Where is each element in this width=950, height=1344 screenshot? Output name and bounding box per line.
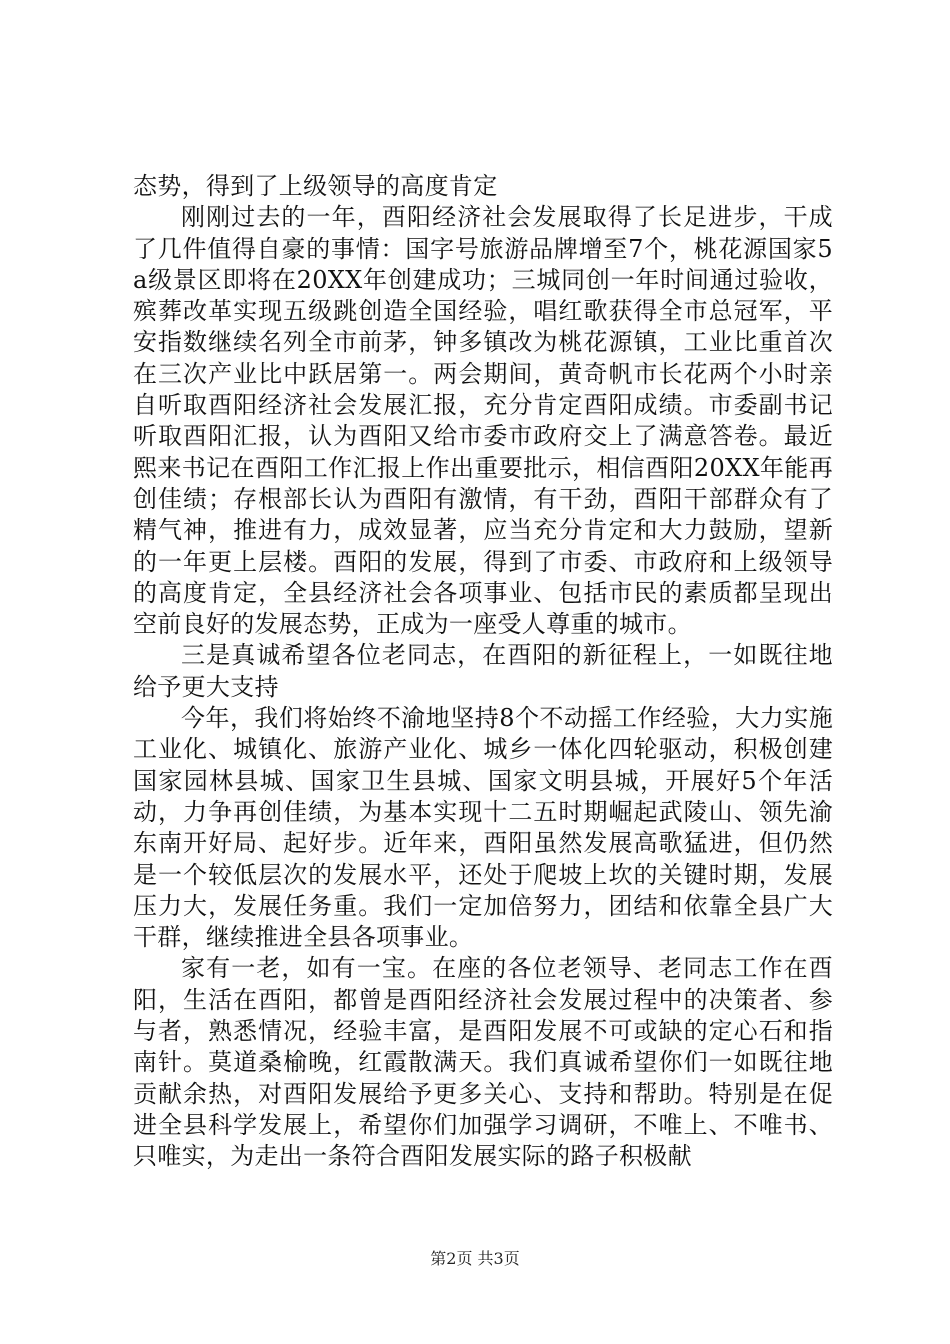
- paragraph-1: 态势，得到了上级领导的高度肯定: [133, 172, 498, 200]
- paragraph-2: 刚刚过去的一年，酉阳经济社会发展取得了长足进步，干成了几件值得自豪的事情：国字号旅游品牌增至7个，桃花源国家5a级景区即将在20XX年创建成功；三城同创一年时间通过验收，殡葬改革实现五级跳创造全国经验，唱红歌获得全市总冠军，平安指数继续名列全市前茅，钟多镇改为桃花源镇，工业比重首次在三次产业比中跃居第一。两会期间，黄奇帆市长花两个小时亲自听取酉阳经济社会发展汇报，充分肯定酉阳成绩。市委副书记听取酉阳汇报，认为酉阳又给市委市政府交上了满意答卷。最近熙来书记在酉阳工作汇报上作出重要批示，相信酉阳20XX年能再创佳绩；存根部长认为酉阳有激情，有干劲，酉阳干部群众有了精气神，推进有力，成效显著，应当充分肯定和大力鼓励，望新的一年更上层楼。酉阳的发展，得到了市委、市政府和上级领导的高度肯定，全县经济社会各项事业、包括市民的素质都呈现出空前良好的发展态势，正成为一座受人尊重的城市。: [133, 203, 833, 639]
- paragraph-5: 家有一老，如有一宝。在座的各位老领导、老同志工作在酉阳，生活在酉阳，都曾是酉阳经济社会发展过程中的决策者、参与者，熟悉情况，经验丰富，是酉阳发展不可或缺的定心石和指南针。莫道桑榆晚，红霞散满天。我们真诚希望你们一如既往地贡献余热，对酉阳发展给予更多关心、支持和帮助。特别是在促进全县科学发展上，希望你们加强学习调研，不唯上、不唯书、只唯实，为走出一条符合酉阳发展实际的路子积极献: [133, 954, 833, 1171]
- page-number: 第2页 共3页: [430, 1249, 520, 1268]
- page-footer: [0, 1246, 950, 1269]
- paragraph-4: 今年，我们将始终不渝地坚持8个不动摇工作经验，大力实施工业化、城镇化、旅游产业化、城乡一体化四轮驱动，积极创建国家园林县城、国家卫生县城、国家文明县城，开展好5个年活动，力争再创佳绩，为基本实现十二五时期崛起武陵山、领先渝东南开好局、起好步。近年来，酉阳虽然发展高歌猛进，但仍然是一个较低层次的发展水平，还处于爬坡上坎的关键时期，发展压力大，发展任务重。我们一定加倍努力，团结和依靠全县广大干群，继续推进全县各项事业。: [133, 704, 833, 952]
- paragraph-3: 三是真诚希望各位老同志，在酉阳的新征程上，一如既往地给予更大支持: [133, 641, 833, 701]
- document-body: [133, 171, 833, 1173]
